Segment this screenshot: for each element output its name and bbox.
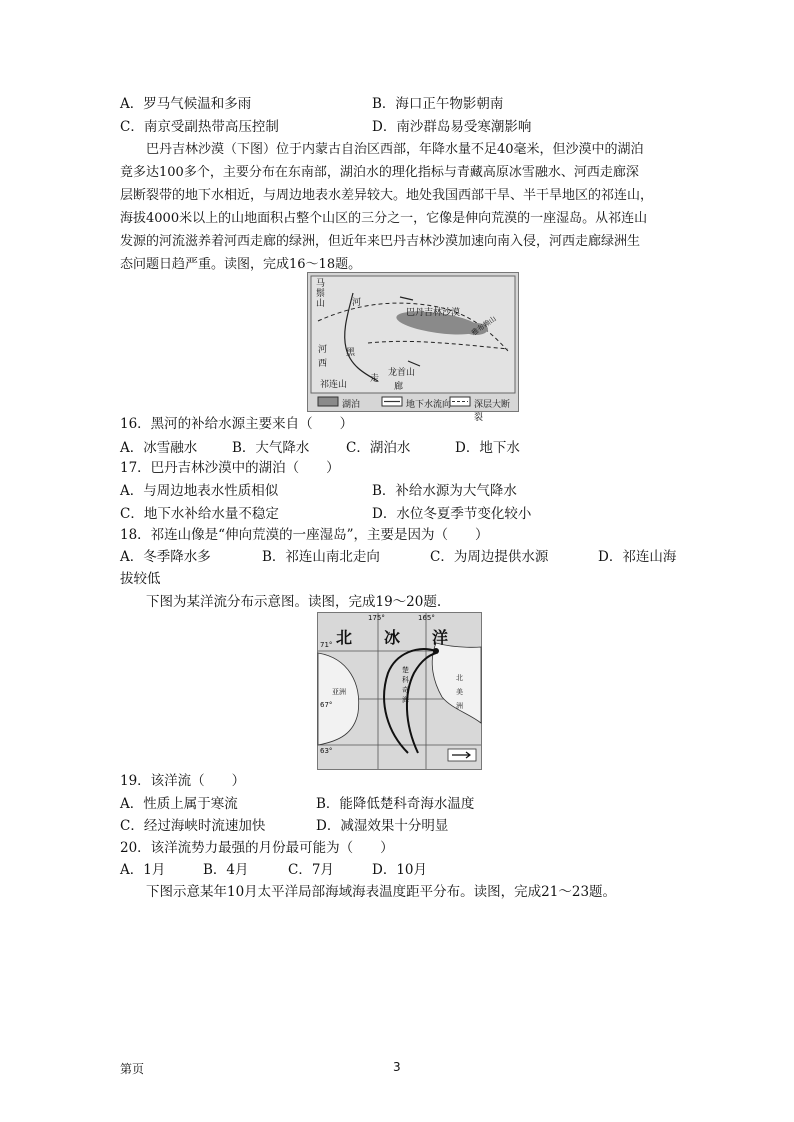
intro-q21-23: 下图示意某年10月太平洋局部海域海表温度距平分布。读图，完成21～23题。 — [146, 884, 617, 900]
legend-groundwater: 地下水流向 — [406, 400, 452, 410]
map-label-zou: 走 — [370, 374, 380, 384]
q19-option-c: C．经过海峡时流速加快 — [120, 818, 266, 834]
q19-stem: 19．该洋流（ ） — [120, 773, 246, 789]
map2-lon-165: 165° — [418, 614, 435, 622]
map-label-longshou: 龙首山 — [388, 368, 416, 378]
q17-option-d: D．水位冬夏季节变化较小 — [372, 506, 532, 522]
passage-line: 发源的河流滋养着河西走廊的绿洲，但近年来巴丹吉林沙漠加速向南入侵，河西走廊绿洲生 — [120, 234, 641, 249]
q20-option-a: A．1月 — [120, 862, 166, 878]
q20-option-c: C．7月 — [288, 862, 334, 878]
badain-jaran-map — [307, 272, 519, 423]
map-label-mazong: 马鬃山 — [316, 279, 326, 309]
map2-label-asia: 亚洲 — [332, 688, 346, 696]
passage-line: 竟多达100多个，主要分布在东南部，湖泊水的理化指标与青藏高原冰雪融水、河西走廊深 — [120, 165, 639, 180]
legend-fault: 深层大断裂 — [474, 400, 511, 423]
map2-label-north-america: 北美洲 — [456, 674, 463, 710]
q16-option-c: C．湖泊水 — [346, 440, 411, 456]
q18-option-a: A．冬季降水多 — [120, 549, 211, 565]
map-label-desert: 巴丹吉林沙漠 — [406, 308, 461, 318]
page-number: 3 — [393, 1060, 401, 1074]
q17-option-b: B．补给水源为大气降水 — [372, 483, 517, 499]
passage-line: 层断裂带的地下水相近，与周边地表水差异较大。地处我国西部干旱、半干旱地区的祁连山， — [120, 188, 654, 203]
q16-stem: 16．黑河的补给水源主要来自（ ） — [120, 416, 354, 432]
map2-lat-67: 67° — [320, 701, 333, 709]
map2-title-char: 冰 — [384, 628, 401, 647]
q18-option-d-continued: 拔较低 — [120, 571, 161, 587]
q18-option-d: D．祁连山海 — [598, 549, 677, 565]
option-c-line: C．南京受副热带高压控制 — [120, 119, 279, 135]
map-label-hexi: 河西 — [318, 345, 328, 369]
map2-lat-71: 71° — [320, 641, 333, 649]
q20-option-d: D．10月 — [372, 862, 428, 878]
q20-stem: 20．该洋流势力最强的月份最可能为（ ） — [120, 840, 394, 856]
q18-stem: 18．祁连山像是“伸向荒漠的一座湿岛”，主要是因为（ ） — [120, 527, 489, 543]
passage-line: 海拔4000米以上的山地面积占整个山区的三分之一，它像是伸向荒漠的一座湿岛。从祁连山 — [120, 211, 648, 226]
map-label-he: 河 — [352, 298, 362, 308]
passage-line: 态问题日趋严重。读图，完成16～18题。 — [120, 257, 362, 272]
option-a-line: A．罗马气候温和多雨 — [120, 96, 252, 112]
q16-option-b: B．大气降水 — [232, 440, 310, 456]
map2-title-char: 北 — [336, 628, 353, 647]
intro-q19-20: 下图为某洋流分布示意图。读图，完成19～20题. — [146, 594, 442, 610]
map2-label-chukchi: 楚科奇海 — [402, 666, 409, 704]
map-label-yabulai: 雅布赖山 — [470, 314, 498, 338]
map-label-hei: 黑 — [346, 348, 356, 358]
map-label-qilian: 祁连山 — [320, 380, 348, 390]
q17-option-c: C．地下水补给水量不稳定 — [120, 506, 279, 522]
option-b-line: B．海口正午物影朝南 — [372, 96, 504, 112]
q17-option-a: A．与周边地表水性质相似 — [120, 483, 279, 499]
footer-label: 第页 — [120, 1062, 145, 1076]
ocean-current-map — [317, 612, 482, 770]
q16-option-a: A．冰雪融水 — [120, 440, 198, 456]
legend-lake: 湖泊 — [342, 400, 361, 410]
map2-title-char: 洋 — [432, 628, 449, 647]
q18-option-c: C．为周边提供水源 — [430, 549, 549, 565]
option-d-line: D．南沙群岛易受寒潮影响 — [372, 119, 532, 135]
map2-lat-63: 63° — [320, 747, 333, 755]
q19-option-b: B．能降低楚科奇海水温度 — [316, 796, 475, 812]
q19-option-d: D．减湿效果十分明显 — [316, 818, 449, 834]
q16-option-d: D．地下水 — [455, 440, 520, 456]
q18-option-b: B．祁连山南北走向 — [262, 549, 380, 565]
map2-lon-175: 175° — [368, 614, 385, 622]
q17-stem: 17．巴丹吉林沙漠中的湖泊（ ） — [120, 460, 340, 476]
q19-option-a: A．性质上属于寒流 — [120, 796, 238, 812]
q20-option-b: B．4月 — [203, 862, 249, 878]
map-label-lang: 廊 — [394, 382, 404, 392]
badain-jaran-map-figure — [308, 273, 518, 411]
passage-line: 巴丹吉林沙漠（下图）位于内蒙古自治区西部，年降水量不足40毫米，但沙漠中的湖泊 — [146, 142, 644, 157]
